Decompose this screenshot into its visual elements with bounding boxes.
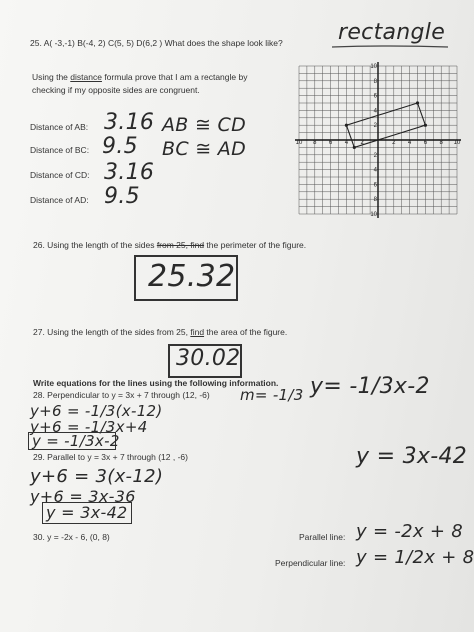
- q30-parallel-answer: y = -2x + 8: [356, 521, 464, 542]
- x-tick-label: 8: [439, 140, 443, 146]
- congruence-bc-ad: BC ≅ AD: [162, 138, 247, 160]
- x-tick-label: 4: [407, 140, 412, 146]
- q27-prompt: 27. Using the length of the sides from 25, find the area of the figure.: [33, 327, 288, 337]
- q28-work-line1: y+6 = -1/3(x-12): [30, 402, 163, 420]
- q25-answer: rectangle: [338, 20, 446, 45]
- distance-ad-label: Distance of AD:: [30, 195, 89, 205]
- x-tick-label: 6: [423, 140, 428, 146]
- q29-work-line1: y+6 = 3(x-12): [30, 466, 164, 487]
- q28-work-line3: y = -1/3x-2: [32, 432, 120, 450]
- x-tick-label: 2: [392, 140, 396, 146]
- q28-work-line2: y+6 = -1/3x+4: [30, 418, 148, 436]
- distance-bc-value: 9.5: [102, 134, 138, 159]
- x-tick-label: 2: [360, 140, 364, 146]
- y-tick-label: 8: [373, 78, 377, 85]
- plotted-point: [353, 146, 356, 149]
- q30-perpendicular-label: Perpendicular line:: [275, 558, 346, 568]
- q28-slope-note: m= -1/3: [240, 386, 304, 404]
- q29-prompt: 29. Parallel to y = 3x + 7 through (12 , -6): [33, 452, 188, 462]
- q25-instruction-line2: checking if my opposite sides are congruent.: [32, 85, 200, 95]
- q25-answer-underline: [330, 44, 450, 50]
- y-tick-label: 2: [373, 123, 377, 130]
- q29-work-line3: y = 3x-42: [46, 503, 128, 522]
- q30-perpendicular-answer: y = 1/2x + 8: [356, 547, 474, 568]
- y-tick-label: 10: [370, 64, 377, 70]
- distance-ab-label: Distance of AB:: [30, 122, 89, 132]
- x-tick-label: 10: [295, 140, 303, 146]
- coordinate-graph: [295, 62, 461, 218]
- y-tick-label: 6: [373, 93, 377, 100]
- q28-final-answer: y= -1/3x-2: [310, 374, 430, 399]
- distance-cd-label: Distance of CD:: [30, 170, 90, 180]
- x-tick-label: 4: [344, 140, 349, 146]
- q25-prompt: 25. A( -3,-1) B(-4, 2) C(5, 5) D(6,2 ) What does the shape look like?: [30, 38, 283, 48]
- q28-prompt: 28. Perpendicular to y = 3x + 7 through (12, -6): [33, 390, 210, 400]
- plotted-point: [345, 124, 348, 127]
- x-tick-label: 6: [328, 140, 333, 146]
- y-tick-label: 2: [373, 152, 377, 159]
- q27-answer: 30.02: [176, 346, 241, 371]
- x-tick-label: 10: [453, 140, 461, 146]
- plotted-point: [416, 101, 419, 104]
- q26-prompt: 26. Using the length of the sides from 25, find the perimeter of the figure.: [33, 240, 307, 250]
- x-tick-label: 8: [313, 140, 317, 146]
- y-tick-label: 8: [373, 197, 377, 204]
- congruence-ab-cd: AB ≅ CD: [162, 114, 247, 136]
- equations-heading: Write equations for the lines using the following information.: [33, 378, 279, 388]
- y-tick-label: 4: [373, 108, 377, 115]
- q29-work-line2: y+6 = 3x-36: [30, 487, 136, 506]
- q25-instruction-line1: Using the distance formula prove that I am a rectangle by: [32, 72, 248, 82]
- y-tick-label: 6: [373, 182, 377, 189]
- y-tick-label: 10: [370, 212, 377, 218]
- q30-prompt: 30. y = -2x - 6, (0, 8): [33, 532, 110, 542]
- q30-parallel-label: Parallel line:: [299, 532, 346, 542]
- y-tick-label: 4: [373, 167, 377, 174]
- q26-answer: 25.32: [148, 259, 236, 294]
- plotted-point: [424, 124, 427, 127]
- distance-cd-value: 3.16: [104, 160, 155, 185]
- distance-ad-value: 9.5: [104, 184, 140, 209]
- distance-ab-value: 3.16: [104, 110, 155, 135]
- q29-final-answer: y = 3x-42: [356, 444, 468, 469]
- distance-bc-label: Distance of BC:: [30, 145, 90, 155]
